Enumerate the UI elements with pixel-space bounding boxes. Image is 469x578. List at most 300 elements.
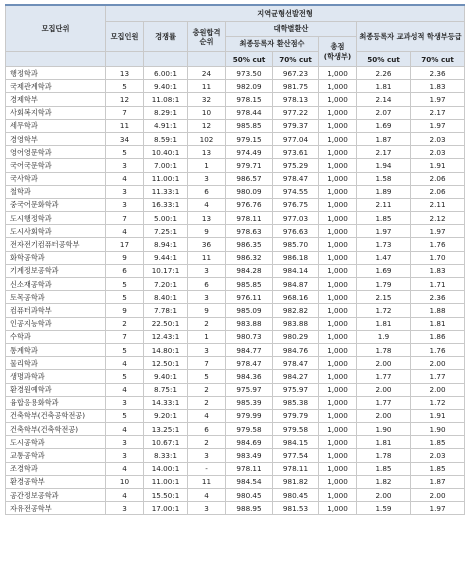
grade50-cell: 1.77 [357, 396, 411, 409]
table-row [6, 396, 465, 409]
table-row [6, 212, 465, 225]
conv70-cell: 978.47 [273, 357, 319, 370]
grade70-cell: 1.71 [411, 278, 465, 291]
ratio-cell: 7.78:1 [144, 304, 188, 317]
admission-table-container [5, 4, 464, 515]
total-cell: 1,000 [319, 225, 357, 238]
count-cell: 9 [106, 251, 144, 264]
grade70-cell: 1.97 [411, 93, 465, 106]
header-rank: 충원합격 순위 [188, 22, 226, 52]
total-cell: 1,000 [319, 462, 357, 475]
dept-cell: 환경공학부 [6, 475, 106, 488]
count-cell: 4 [106, 462, 144, 475]
grade70-cell: 1.70 [411, 251, 465, 264]
conv70-cell: 984.14 [273, 264, 319, 277]
conv70-cell: 977.04 [273, 132, 319, 145]
header-dept-spacer [6, 52, 106, 67]
rank-cell: 12 [188, 119, 226, 132]
conv70-cell: 983.88 [273, 317, 319, 330]
conv50-cell: 988.95 [226, 502, 273, 515]
rank-cell: 3 [188, 172, 226, 185]
grade70-cell: 2.11 [411, 198, 465, 211]
conv70-cell: 977.03 [273, 212, 319, 225]
count-cell: 5 [106, 146, 144, 159]
conv50-cell: 980.09 [226, 185, 273, 198]
rank-cell: 13 [188, 212, 226, 225]
conv50-cell: 973.50 [226, 67, 273, 80]
table-row [6, 146, 465, 159]
count-cell: 3 [106, 502, 144, 515]
conv70-cell: 967.23 [273, 67, 319, 80]
conv70-cell: 975.97 [273, 383, 319, 396]
header-rank-spacer [188, 52, 226, 67]
conv50-cell: 984.36 [226, 370, 273, 383]
table-row [6, 489, 465, 502]
table-row [6, 475, 465, 488]
total-cell: 1,000 [319, 343, 357, 356]
grade50-cell: 1.78 [357, 343, 411, 356]
grade50-cell: 1.47 [357, 251, 411, 264]
dept-cell: 국어국문학과 [6, 159, 106, 172]
conv50-cell: 982.09 [226, 80, 273, 93]
grade70-cell: 2.17 [411, 106, 465, 119]
table-row [6, 264, 465, 277]
ratio-cell: 8.59:1 [144, 132, 188, 145]
conv50-cell: 979.58 [226, 423, 273, 436]
header-ratio-spacer [144, 52, 188, 67]
table-row [6, 383, 465, 396]
dept-cell: 행정학과 [6, 67, 106, 80]
dept-cell: 융합응용화학과 [6, 396, 106, 409]
conv50-cell: 986.32 [226, 251, 273, 264]
count-cell: 12 [106, 93, 144, 106]
grade50-cell: 2.26 [357, 67, 411, 80]
grade70-cell: 1.87 [411, 475, 465, 488]
dept-cell: 전자전기컴퓨터공학부 [6, 238, 106, 251]
grade50-cell: 1.82 [357, 475, 411, 488]
grade50-cell: 1.9 [357, 330, 411, 343]
grade70-cell: 1.97 [411, 119, 465, 132]
dept-cell: 사회복지학과 [6, 106, 106, 119]
ratio-cell: 14.00:1 [144, 462, 188, 475]
table-row [6, 449, 465, 462]
rank-cell: 4 [188, 198, 226, 211]
grade70-cell: 2.12 [411, 212, 465, 225]
grade70-cell: 1.83 [411, 264, 465, 277]
conv70-cell: 978.13 [273, 93, 319, 106]
total-cell: 1,000 [319, 396, 357, 409]
rank-cell: 13 [188, 146, 226, 159]
dept-cell: 통계학과 [6, 343, 106, 356]
header-ratio: 경쟁률 [144, 22, 188, 52]
conv70-cell: 975.29 [273, 159, 319, 172]
grade50-cell: 1.59 [357, 502, 411, 515]
grade70-cell: 1.97 [411, 502, 465, 515]
rank-cell: 10 [188, 106, 226, 119]
dept-cell: 도시사회학과 [6, 225, 106, 238]
count-cell: 7 [106, 212, 144, 225]
rank-cell: 3 [188, 449, 226, 462]
admission-results-table [5, 4, 465, 515]
grade70-cell: 2.03 [411, 132, 465, 145]
dept-cell: 건축학부(건축학전공) [6, 423, 106, 436]
rank-cell: 7 [188, 357, 226, 370]
dept-cell: 영어영문학과 [6, 146, 106, 159]
conv50-cell: 984.28 [226, 264, 273, 277]
grade50-cell: 2.11 [357, 198, 411, 211]
grade50-cell: 1.89 [357, 185, 411, 198]
grade50-cell: 1.58 [357, 172, 411, 185]
grade70-cell: 1.76 [411, 343, 465, 356]
ratio-cell: 22.50:1 [144, 317, 188, 330]
total-cell: 1,000 [319, 93, 357, 106]
table-row [6, 225, 465, 238]
rank-cell: 11 [188, 80, 226, 93]
conv50-cell: 984.77 [226, 343, 273, 356]
header-conv: 대학별환산 [226, 22, 357, 37]
table-row [6, 317, 465, 330]
ratio-cell: 8.40:1 [144, 291, 188, 304]
total-cell: 1,000 [319, 159, 357, 172]
grade50-cell: 1.97 [357, 225, 411, 238]
total-cell: 1,000 [319, 172, 357, 185]
ratio-cell: 10.40:1 [144, 146, 188, 159]
rank-cell: 2 [188, 383, 226, 396]
table-row [6, 278, 465, 291]
ratio-cell: 8.75:1 [144, 383, 188, 396]
grade70-cell: 2.06 [411, 172, 465, 185]
conv50-cell: 976.11 [226, 291, 273, 304]
total-cell: 1,000 [319, 132, 357, 145]
count-cell: 4 [106, 423, 144, 436]
conv70-cell: 980.29 [273, 330, 319, 343]
grade70-cell: 1.91 [411, 409, 465, 422]
grade70-cell: 2.00 [411, 357, 465, 370]
rank-cell: - [188, 462, 226, 475]
ratio-cell: 8.94:1 [144, 238, 188, 251]
ratio-cell: 9.44:1 [144, 251, 188, 264]
conv50-cell: 974.49 [226, 146, 273, 159]
conv70-cell: 981.53 [273, 502, 319, 515]
total-cell: 1,000 [319, 502, 357, 515]
table-row [6, 251, 465, 264]
ratio-cell: 12.43:1 [144, 330, 188, 343]
count-cell: 11 [106, 119, 144, 132]
dept-cell: 경제학부 [6, 93, 106, 106]
table-row [6, 93, 465, 106]
conv70-cell: 977.22 [273, 106, 319, 119]
grade50-cell: 2.00 [357, 383, 411, 396]
conv70-cell: 982.82 [273, 304, 319, 317]
ratio-cell: 10.17:1 [144, 264, 188, 277]
total-cell: 1,000 [319, 475, 357, 488]
rank-cell: 6 [188, 278, 226, 291]
conv70-cell: 978.11 [273, 462, 319, 475]
conv70-cell: 984.27 [273, 370, 319, 383]
ratio-cell: 9.40:1 [144, 80, 188, 93]
ratio-cell: 9.20:1 [144, 409, 188, 422]
conv70-cell: 985.38 [273, 396, 319, 409]
grade70-cell: 2.03 [411, 449, 465, 462]
rank-cell: 36 [188, 238, 226, 251]
conv50-cell: 985.85 [226, 119, 273, 132]
grade70-cell: 1.81 [411, 317, 465, 330]
rank-cell: 3 [188, 343, 226, 356]
header-conv-70: 70% cut [273, 52, 319, 67]
header-group: 지역균형선발전형 [106, 5, 465, 22]
ratio-cell: 15.50:1 [144, 489, 188, 502]
conv70-cell: 981.82 [273, 475, 319, 488]
conv70-cell: 977.54 [273, 449, 319, 462]
conv70-cell: 980.45 [273, 489, 319, 502]
grade70-cell: 2.03 [411, 146, 465, 159]
ratio-cell: 7.25:1 [144, 225, 188, 238]
dept-cell: 경영학부 [6, 132, 106, 145]
grade50-cell: 2.00 [357, 357, 411, 370]
conv50-cell: 980.45 [226, 489, 273, 502]
grade50-cell: 1.90 [357, 423, 411, 436]
grade50-cell: 1.94 [357, 159, 411, 172]
conv50-cell: 985.85 [226, 278, 273, 291]
count-cell: 5 [106, 409, 144, 422]
count-cell: 5 [106, 370, 144, 383]
conv70-cell: 979.79 [273, 409, 319, 422]
conv50-cell: 978.47 [226, 357, 273, 370]
grade50-cell: 1.69 [357, 119, 411, 132]
count-cell: 10 [106, 475, 144, 488]
conv50-cell: 980.73 [226, 330, 273, 343]
table-row [6, 409, 465, 422]
ratio-cell: 10.67:1 [144, 436, 188, 449]
rank-cell: 32 [188, 93, 226, 106]
table-row [6, 343, 465, 356]
total-cell: 1,000 [319, 291, 357, 304]
dept-cell: 도시행정학과 [6, 212, 106, 225]
count-cell: 4 [106, 357, 144, 370]
total-cell: 1,000 [319, 80, 357, 93]
grade70-cell: 1.86 [411, 330, 465, 343]
count-cell: 7 [106, 106, 144, 119]
rank-cell: 2 [188, 396, 226, 409]
dept-cell: 화학공학과 [6, 251, 106, 264]
rank-cell: 9 [188, 304, 226, 317]
grade50-cell: 1.85 [357, 212, 411, 225]
grade50-cell: 2.00 [357, 489, 411, 502]
conv50-cell: 985.09 [226, 304, 273, 317]
dept-cell: 국제관계학과 [6, 80, 106, 93]
grade70-cell: 2.00 [411, 489, 465, 502]
conv70-cell: 979.37 [273, 119, 319, 132]
count-cell: 5 [106, 291, 144, 304]
ratio-cell: 17.00:1 [144, 502, 188, 515]
grade70-cell: 1.97 [411, 225, 465, 238]
grade50-cell: 1.78 [357, 449, 411, 462]
conv70-cell: 981.75 [273, 80, 319, 93]
ratio-cell: 4.91:1 [144, 119, 188, 132]
grade70-cell: 2.00 [411, 383, 465, 396]
grade50-cell: 1.81 [357, 436, 411, 449]
grade50-cell: 1.85 [357, 462, 411, 475]
ratio-cell: 7.00:1 [144, 159, 188, 172]
conv70-cell: 974.55 [273, 185, 319, 198]
total-cell: 1,000 [319, 409, 357, 422]
header-final-conv: 최종등록자 환산점수 [226, 37, 319, 52]
grade70-cell: 2.06 [411, 185, 465, 198]
grade70-cell: 2.36 [411, 67, 465, 80]
rank-cell: 6 [188, 185, 226, 198]
dept-cell: 철학과 [6, 185, 106, 198]
rank-cell: 3 [188, 291, 226, 304]
dept-cell: 자유전공학부 [6, 502, 106, 515]
ratio-cell: 16.33:1 [144, 198, 188, 211]
header-count-spacer [106, 52, 144, 67]
total-cell: 1,000 [319, 357, 357, 370]
total-cell: 1,000 [319, 146, 357, 159]
count-cell: 13 [106, 67, 144, 80]
ratio-cell: 14.33:1 [144, 396, 188, 409]
conv70-cell: 986.18 [273, 251, 319, 264]
dept-cell: 기계정보공학과 [6, 264, 106, 277]
conv50-cell: 979.99 [226, 409, 273, 422]
ratio-cell: 13.25:1 [144, 423, 188, 436]
total-cell: 1,000 [319, 423, 357, 436]
total-cell: 1,000 [319, 251, 357, 264]
total-cell: 1,000 [319, 304, 357, 317]
table-row [6, 462, 465, 475]
total-cell: 1,000 [319, 436, 357, 449]
table-row [6, 67, 465, 80]
rank-cell: 2 [188, 317, 226, 330]
conv50-cell: 984.54 [226, 475, 273, 488]
grade50-cell: 2.15 [357, 291, 411, 304]
ratio-cell: 11.08:1 [144, 93, 188, 106]
ratio-cell: 12.50:1 [144, 357, 188, 370]
total-cell: 1,000 [319, 238, 357, 251]
header-grade: 최종등록자 교과성적 학생부등급 [357, 22, 465, 52]
count-cell: 4 [106, 172, 144, 185]
rank-cell: 11 [188, 475, 226, 488]
rank-cell: 4 [188, 409, 226, 422]
total-cell: 1,000 [319, 370, 357, 383]
conv50-cell: 978.11 [226, 212, 273, 225]
conv70-cell: 979.58 [273, 423, 319, 436]
table-row [6, 80, 465, 93]
rank-cell: 24 [188, 67, 226, 80]
count-cell: 4 [106, 383, 144, 396]
ratio-cell: 6.00:1 [144, 67, 188, 80]
conv70-cell: 973.61 [273, 146, 319, 159]
total-cell: 1,000 [319, 383, 357, 396]
table-row [6, 185, 465, 198]
table-row [6, 198, 465, 211]
dept-cell: 인공지능학과 [6, 317, 106, 330]
ratio-cell: 11.00:1 [144, 475, 188, 488]
conv70-cell: 976.63 [273, 225, 319, 238]
conv50-cell: 983.88 [226, 317, 273, 330]
conv50-cell: 975.97 [226, 383, 273, 396]
dept-cell: 세무학과 [6, 119, 106, 132]
rank-cell: 4 [188, 489, 226, 502]
header-dept: 모집단위 [6, 5, 106, 52]
table-row [6, 159, 465, 172]
total-cell: 1,000 [319, 449, 357, 462]
dept-cell: 컴퓨터과학부 [6, 304, 106, 317]
count-cell: 3 [106, 436, 144, 449]
grade50-cell: 1.72 [357, 304, 411, 317]
count-cell: 3 [106, 185, 144, 198]
grade50-cell: 1.77 [357, 370, 411, 383]
table-row [6, 330, 465, 343]
ratio-cell: 8.33:1 [144, 449, 188, 462]
conv50-cell: 978.11 [226, 462, 273, 475]
total-cell: 1,000 [319, 185, 357, 198]
ratio-cell: 9.40:1 [144, 370, 188, 383]
count-cell: 5 [106, 343, 144, 356]
table-row [6, 291, 465, 304]
grade70-cell: 1.88 [411, 304, 465, 317]
table-row [6, 370, 465, 383]
conv50-cell: 979.15 [226, 132, 273, 145]
header-total-label: 총점 [330, 41, 345, 51]
table-row [6, 238, 465, 251]
count-cell: 34 [106, 132, 144, 145]
conv70-cell: 985.70 [273, 238, 319, 251]
dept-cell: 물리학과 [6, 357, 106, 370]
ratio-cell: 14.80:1 [144, 343, 188, 356]
dept-cell: 건축학부(건축공학전공) [6, 409, 106, 422]
count-cell: 6 [106, 264, 144, 277]
count-cell: 3 [106, 449, 144, 462]
rank-cell: 5 [188, 370, 226, 383]
grade50-cell: 1.87 [357, 132, 411, 145]
total-cell: 1,000 [319, 330, 357, 343]
table-row [6, 357, 465, 370]
grade50-cell: 2.17 [357, 146, 411, 159]
dept-cell: 국사학과 [6, 172, 106, 185]
dept-cell: 공간정보공학과 [6, 489, 106, 502]
conv70-cell: 984.15 [273, 436, 319, 449]
dept-cell: 생명과학과 [6, 370, 106, 383]
table-row [6, 106, 465, 119]
grade50-cell: 2.07 [357, 106, 411, 119]
count-cell: 7 [106, 330, 144, 343]
header-count: 모집인원 [106, 22, 144, 52]
ratio-cell: 11.33:1 [144, 185, 188, 198]
conv50-cell: 986.57 [226, 172, 273, 185]
count-cell: 5 [106, 80, 144, 93]
dept-cell: 도시공학과 [6, 436, 106, 449]
rank-cell: 6 [188, 423, 226, 436]
grade70-cell: 1.77 [411, 370, 465, 383]
total-cell: 1,000 [319, 278, 357, 291]
rank-cell: 3 [188, 264, 226, 277]
rank-cell: 3 [188, 502, 226, 515]
dept-cell: 신소재공학과 [6, 278, 106, 291]
rank-cell: 9 [188, 225, 226, 238]
conv50-cell: 984.69 [226, 436, 273, 449]
grade70-cell: 1.91 [411, 159, 465, 172]
dept-cell: 환경원예학과 [6, 383, 106, 396]
conv70-cell: 976.75 [273, 198, 319, 211]
grade50-cell: 2.14 [357, 93, 411, 106]
conv70-cell: 984.87 [273, 278, 319, 291]
rank-cell: 102 [188, 132, 226, 145]
conv70-cell: 984.76 [273, 343, 319, 356]
total-cell: 1,000 [319, 198, 357, 211]
dept-cell: 중국어문화학과 [6, 198, 106, 211]
conv70-cell: 968.16 [273, 291, 319, 304]
grade50-cell: 1.79 [357, 278, 411, 291]
